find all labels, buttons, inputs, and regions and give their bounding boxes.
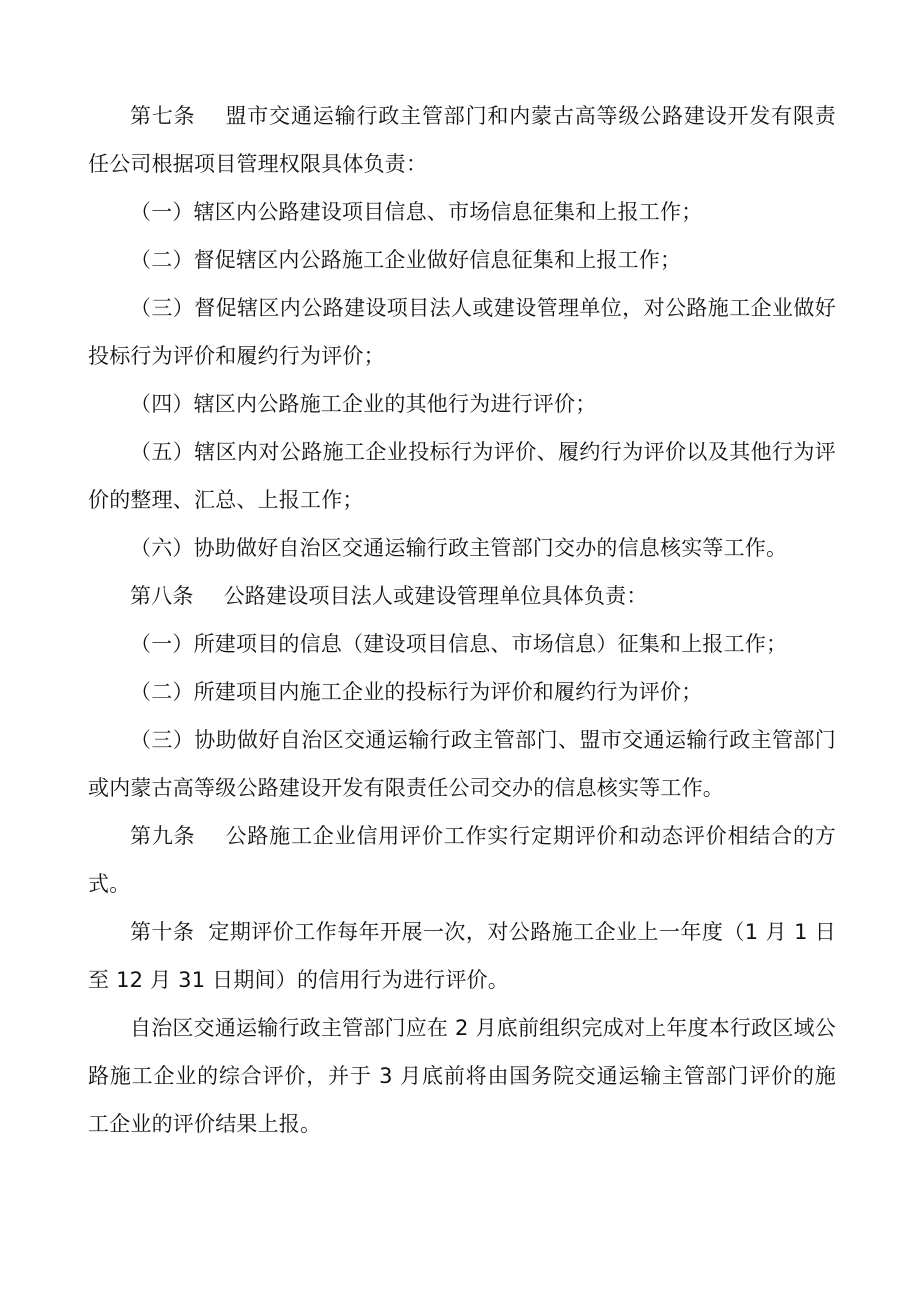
paragraph-text: （二）所建项目内施工企业的投标行为评价和履约行为评价； — [130, 680, 703, 704]
paragraph-text: 自治区交通运输行政主管部门应在 2 月底前组织完成对上年度本行政区域公路施工企业的综合评价，并于 3 月底前将由国务院交通运输主管部门评价的施工企业的评价结果上报。 — [88, 1016, 836, 1136]
article-8-heading — [88, 572, 836, 620]
paragraph-text: （五）辖区内对公路施工企业投标行为评价、履约行为评价以及其他行为评价的整理、汇总、上报工作； — [88, 440, 836, 512]
article-number: 第九条 — [130, 824, 196, 848]
document-page — [88, 92, 836, 1148]
article-10-heading — [88, 908, 836, 1004]
paragraph-text: （三）协助做好自治区交通运输行政主管部门、盟市交通运输行政主管部门或内蒙古高等级公路建设开发有限责任公司交办的信息核实等工作。 — [88, 728, 836, 800]
list-item — [88, 188, 836, 236]
paragraph-text: （一）所建项目的信息（建设项目信息、市场信息）征集和上报工作； — [130, 632, 788, 656]
article-7-heading — [88, 92, 836, 188]
list-item — [88, 236, 836, 284]
paragraph-text: （四）辖区内公路施工企业的其他行为进行评价； — [130, 392, 597, 416]
article-number: 第八条 — [130, 584, 194, 608]
list-item — [88, 524, 836, 572]
paragraph-text: （六）协助做好自治区交通运输行政主管部门交办的信息核实等工作。 — [130, 536, 788, 560]
article-9-heading — [88, 812, 836, 908]
paragraph-text: 定期评价工作每年开展一次，对公路施工企业上一年度（1 月 1 日至 12 月 31 日期间）的信用行为进行评价。 — [88, 920, 836, 992]
list-item — [88, 428, 836, 524]
list-item — [88, 284, 836, 380]
list-item — [88, 668, 836, 716]
article-number: 第七条 — [130, 104, 196, 128]
list-item — [88, 620, 836, 668]
list-item — [88, 380, 836, 428]
paragraph-text: 盟市交通运输行政主管部门和内蒙古高等级公路建设开发有限责任公司根据项目管理权限具体负责： — [88, 104, 836, 176]
paragraph-text: （一）辖区内公路建设项目信息、市场信息征集和上报工作； — [130, 200, 703, 224]
paragraph-text: （三）督促辖区内公路建设项目法人或建设管理单位，对公路施工企业做好投标行为评价和履约行为评价； — [88, 296, 836, 368]
list-item — [88, 716, 836, 812]
body-paragraph — [88, 1004, 836, 1148]
paragraph-text: （二）督促辖区内公路施工企业做好信息征集和上报工作； — [130, 248, 682, 272]
article-number: 第十条 — [130, 920, 195, 944]
paragraph-text: 公路建设项目法人或建设管理单位具体负责： — [223, 584, 648, 608]
paragraph-text: 公路施工企业信用评价工作实行定期评价和动态评价相结合的方式。 — [88, 824, 836, 896]
